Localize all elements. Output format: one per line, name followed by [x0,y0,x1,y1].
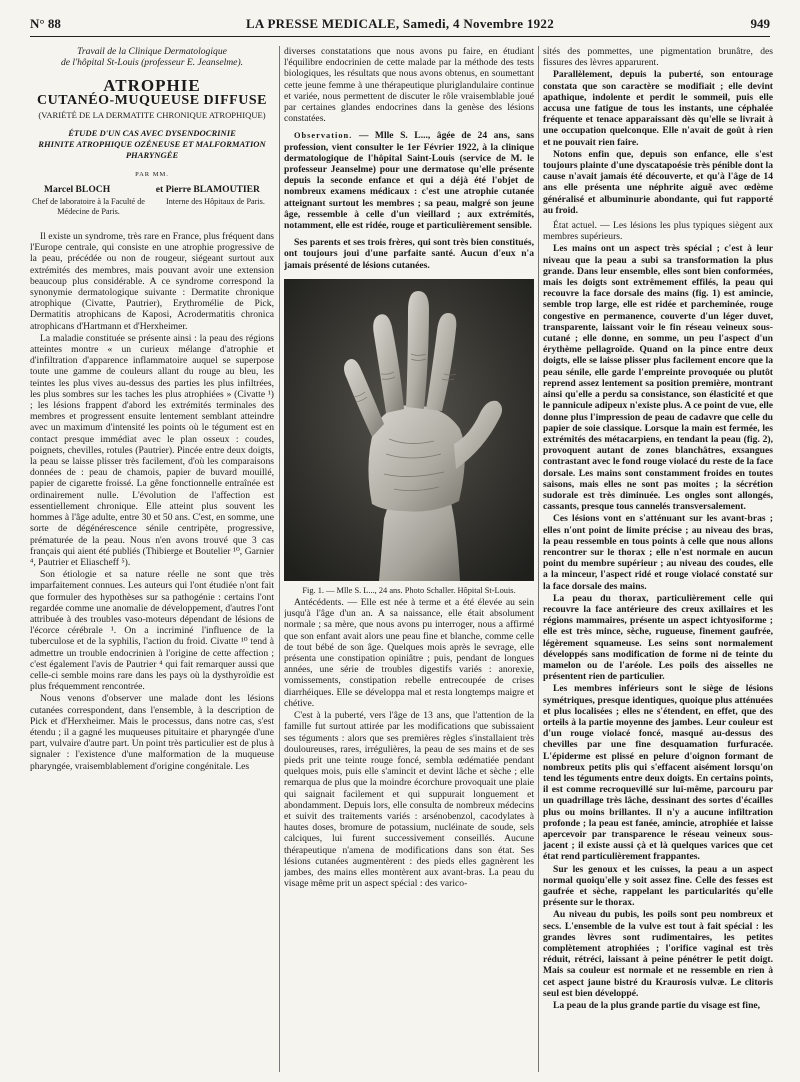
origin-line: Travail de la Clinique Dermatologique [77,46,227,57]
article-subtitle: ÉTUDE D'UN CAS AVEC DYSENDOCRINIE [68,127,236,138]
paragraph: Les membres inférieurs sont le siège de lésions symétriques, presque identiques, quoique plus atténuées et plus localisées ; elles ne s'étendent, en effet, que des orteils à la partie moyenne des jambes. Leur couleur est d'un rouge violacé foncé, masqué au-dessus des chevilles par une fine desquamation furfuracée. L'épiderme est plissé en pelure d'oignon formant de nombreux petits plis qui s'effacent aisément lorsqu'on tend les téguments entre deux doigts. En certains points, il est comme recroquevillé sur lui-même, parcouru par un quadrillage très lâche, dessinant des sortes d'écailles plus ou moins brillantes. Il n'y a aucune infiltration profonde ; la peau est fanée, amincie, atrophiée et laisse apercevoir par transparence le réseau veineux sous-jacent ; il existe aussi çà et là quelques varices que cet état rend particulièrement frappantes. [543,683,773,863]
observation-label: Observation. [294,131,353,141]
paragraph: La maladie constituée se présente ainsi : la peau des régions atteintes montre « un curieux mélange d'atrophie et d'infiltration d'apparence inflammatoire auquel se superpose toute une gamme de couleurs allant du rouge au bleu, les teintes les plus vives au-dessus des parties les plus infiltrées, les plus sombres sur les taches les plus atrophiées » (Civatte ¹) ; les lésions frappent d'abord les extrémités terminales des membres et progressent ensuite lentement semblant atteindre avec un maximum d'intensité les points où le tégument est en contact presque immédiat avec le plan osseux : coudes, poignets, chevilles, rotules (Pautrier). Pincée entre deux doigts, la peau se laisse plisser très facilement, d'où les comparaisons données de : peau de chamois, papier de buvard mouillé, papier de cigarette froissé. La gêne fonctionnelle entraînée est ordinairement nulle. L'évolution de l'affection est essentiellement chronique. Elle atteint plus souvent les hommes à l'âge adulte, entre 30 et 50 ans. C'est, en somme, une sorte de dégénérescence sénile centripète, progressive, prématurée de la peau. Nous n'en avons trouvé que 3 cas français qui aient été publiés (Thibierge et Boutelier ¹⁰, Garnier ⁴, Pautrier et Eliascheff ⁵). [30,332,274,568]
paragraph: Nous venons d'observer une malade dont les lésions cutanées correspondent, dans l'ensemble, à la description de Pick et d'Herxheimer. Mais le processus, dans notre cas, s'est étendu ; il a gagné les muqueuses pituitaire et pharyngée d'une part, vulvaire d'autre part. Un point très particulier est de plus à signaler : l'existence d'une malformation de la muqueuse pharyngée, vraisemblablement d'origine congénitale. Les [30,693,274,772]
author-name: Marcel BLOCH [44,183,111,195]
journal-title: LA PRESSE MEDICALE, Samedi, 4 Novembre 1922 [245,16,555,31]
paragraph: Antécédents. — Elle est née à terme et a été élevée au sein jusqu'à l'âge d'un an. A sa naissance, elle était absolument normale ; sa mère, que nous avons pu interroger, nous a affirmé que son enfant avait alors une peau fine et blanche, comme celle de tout bébé de son âge. Quelques mois après le sevrage, elle présenta une constipation opiniâtre ; puis, pendant de longues années, une série de troubles digestifs variés : anorexie, vomissements, constipation rebelle entrecoupée de crises diarrhéiques. Elle se développa mal et resta longtemps maigre et chétive. [284,597,534,709]
article-title-2: CUTANÉO-MUQUEUSE DIFFUSE [37,93,267,109]
issue-number: N° 88 [30,16,61,31]
figure-caption: Fig. 1. — Mlle S. L..., 24 ans. Photo Schaller. Hôpital St-Louis. [302,585,516,595]
paragraph: Ces lésions vont en s'atténuant sur les avant-bras ; elles n'ont point de limite précise ; au niveau des bras, la peau ressemble en tous points à celle que nous allons rencontrer sur le thorax ; elle n'est normale en aucun point du membre supérieur ; au niveau des coudes, elle a la minceur, l'aspect ridé et rouge violacé constaté sur la face dorsale des mains. [543,513,773,592]
paragraph: diverses constatations que nous avons pu faire, en étudiant l'équilibre endocrinien de cette malade par la méthode des tests biologiques, les résultats que nous avons obtenus, en soumettant cette jeune femme à une thérapeutique pluriglandulaire continue et variée, nous permettent de discuter le rôle vraisemblable joué par certaines glandes endocrines dans la genèse des lésions constatées. [284,46,534,125]
paragraph: C'est à la puberté, vers l'âge de 13 ans, que l'attention de la famille fut surtout attirée par les modifications que subissaient ses téguments : alors que ses premières règles s'installaient très douloureuses, rares, irrégulières, la peau de ses mains et de ses pieds prit une teinte rouge foncé, sembla œdématiée pendant quelques mois, puis elle s'amincit et devint lâche et sèche ; elle remarqua de plus que la moindre écorchure provoquait une plaie qui saignait facilement et qui suppurait longuement et abondamment. Depuis lors, elle consulta de nombreux médecins et suivit des traitements variés : arsénobenzol, cacodylates à hautes doses, bromure de potassium, nucléinate de soude, sels calciques, lui furent successivement conseillés. Aucune thérapeutique n'amena de modifications dans son état. Ses lésions cutanées augmentèrent : des pieds elles gagnèrent les jambes, des mains elles montèrent aux avant-bras. La peau du visage même prit un aspect spécial : des varico- [284,710,534,890]
observation-paragraph [284,130,534,231]
affiliation: Chef de laboratoire à la Faculté de Médecine de Paris. [32,197,145,217]
observation-text: — Mlle S. L..., âgée de 24 ans, sans profession, vient consulter le 1er Février 1922, à la clinique dermatologique de l'hôpital Saint-Louis (service de M. le professeur Jeanselme) pour une dermatose qu'elle présente depuis la seconde enfance et qui a déjà été l'objet de nombreux examens médicaux : c'est une atrophie cutanée atteignant surtout les membres ; sa peau, malgré son jeune âge, ressemble à celle d'un vieillard ; aux extrémités, notamment, elle est ridée, rouge et particulièrement sensible. [284,130,534,232]
paragraph: Au niveau du pubis, les poils sont peu nombreux et secs. L'ensemble de la vulve est tout à fait spécial : les grandes lèvres sont rudimentaires, les petites complètement atrophiées ; l'orifice vaginal est très réduit, rétréci, laissant à peine pénétrer le petit doigt. Mais sa couleur est normale et ne ressemble en rien à cet aspect jaune bistré du Kraurosis vulvæ. Le clitoris seul est bien développé. [543,909,773,999]
article-subtitle: RHINITE ATROPHIQUE OZÉNEUSE ET MALFORMATION [38,138,266,149]
column-2 [284,46,534,1076]
paragraph: Son étiologie et sa nature réelle ne sont que très imparfaitement connues. Les auteurs qui l'ont étudiée n'ont fait que formuler des hypothèses sur sa pathogénie : certains l'ont regardée comme une anomalie de développement, d'autres l'ont attribuée à des troubles vaso-moteurs dépendant de lésions de l'écorce cérébrale ¹. On a incriminé l'influence de la tuberculose et de la syphilis, l'action du froid. Civatte ¹⁰ tend à admettre un trouble endocrinien à l'origine de cette affection ; c'est également l'avis de Pautrier ⁴ qui fait remarquer aussi que celle-ci semble moins rare dans les pays où la dysthyroïdie est plus fréquemment rencontrée. [30,569,274,693]
column-1 [30,46,274,1076]
hand-figure-svg [284,279,534,581]
affiliations [30,197,274,217]
author-name: et Pierre BLAMOUTIER [155,183,260,195]
paragraph: Il existe un syndrome, très rare en France, plus fréquent dans l'Europe centrale, qui consiste en une atrophie progressive de la peau, précédée ou non de rougeur, siégeant surtout aux extrémités des membres, mais pouvant avoir une extension beaucoup plus considérable. A ce syndrome correspond la synonymie dermatologique suivante : Dermatite chronique atrophique (Civatte, Pautrier), Erythromélie de Pick, Dermatitis atrophicans de Kaposi, Acrodermatitis chronica atrophicans d'Hartmann et d'Herxheimer. [30,231,274,332]
article-subtitle: PHARYNGÉE [125,149,179,160]
paragraph: Parallèlement, depuis la puberté, son entourage constata que son caractère se modifiait ; elle devint apathique, indolente et perdit le sommeil, puis elle accusa une fatigue de tous les instants, une céphalée fréquente et tenace apparaissant dès qu'elle se livrait à une occupation quelconque. Elle n'avait de goût à rien et ne pouvait rien faire. [543,69,773,148]
page-header [30,14,770,37]
paragraph: La peau du thorax, particulièrement celle qui recouvre la face antérieure des creux axillaires et les régions mammaires, présente un aspect ichtyosiforme ; elle est très mince, sèche, rugueuse, finement gaufrée, légèrement squameuse. Les seins sont normalement développés sans modification de forme ni de teinte du mamelon ou de l'aréole. Les poils des aisselles ne présentent rien de particulier. [543,592,773,683]
parents-paragraph: Ses parents et ses trois frères, qui sont très bien constitués, ont toujours joui d'une parfaite santé. Aucun d'eux n'a jamais présenté de lésions cutanées. [284,237,534,271]
column-rule [279,46,280,1072]
hand-photograph [284,279,534,581]
origin-line: de l'hôpital St-Louis (professeur E. Jeanselme). [60,57,244,68]
authors [30,184,274,195]
column-rule [538,46,539,1072]
article-variety: (VARIÉTÉ DE LA DERMATITE CHRONIQUE ATROPHIQUE) [38,110,266,121]
byline-prefix: PAR MM. [135,170,169,178]
paragraph: État actuel. — Les lésions les plus typiques siègent aux membres supérieurs. [543,220,773,243]
affiliation: Interne des Hôpitaux de Paris. [165,197,265,207]
paragraph: Les mains ont un aspect très spécial ; c'est à leur niveau que la peau a subi sa transformation la plus grande. Dans leur ensemble, elles sont bien conformées, mais les doigts sont extrêmement effilés, la peau qui recouvre la face dorsale des mains (fig. 1) est amincie, semble trop large, elle est ridée et parcheminée, rouge congestive en permanence, couverte d'un léger duvet, transparente, laissant voir le fin réseau veineux sous-cutané ; elle donne, en somme, un peu l'aspect d'un érythème pellagroïde. Quand on la pince entre deux doigts, elle se laisse plisser plus facilement encore que la peau sénile, elle garde l'empreinte provoquée ou plutôt reprend assez lentement sa position première, montrant ainsi qu'elle a perdu sa consistance, son élasticité et que le pannicule adipeux n'existe plus. A ce point de vue, elle donne plus l'impression de peau de cadavre que celle du papier de soie classique. Lorsque la main est fermée, les extrémités des métacarpiens, en tendant la peau (fig. 2), provoquent autant de zones blanchâtres, exsangues contrastant avec le fond rouge violacé du reste de la face dorsale. Les mains sont constamment froides en toutes saisons, mais elles ne sont pas moites ; la sécrétion sudorale est très diminuée. Les ongles sont allongés, cassants, presque tous cannelés transversalement. [543,243,773,513]
paragraph: Sur les genoux et les cuisses, la peau a un aspect normal quoiqu'elle y soit assez fine. Celle des fesses est gaufrée et sèche, rappelant les particularités qu'elle présente sur le thorax. [543,863,773,909]
article-title: ATROPHIE [103,76,201,95]
column-3 [543,46,773,1076]
paragraph: sités des pommettes, une pigmentation brunâtre, des fissures des lèvres apparurent. [543,46,773,69]
article-origin [30,46,274,68]
paragraph: Notons enfin que, depuis son enfance, elle s'est toujours plainte d'une dyscatapoésie très pénible dont la cause n'avait jamais été découverte, et qu'à l'âge de 14 ans elle présenta une néphrite aiguë avec œdème généralisé et albuminurie abondante, qui fut rapporté au froid. [543,148,773,216]
paragraph: La peau de la plus grande partie du visage est fine, [553,1000,761,1012]
page-number: 949 [750,16,770,31]
